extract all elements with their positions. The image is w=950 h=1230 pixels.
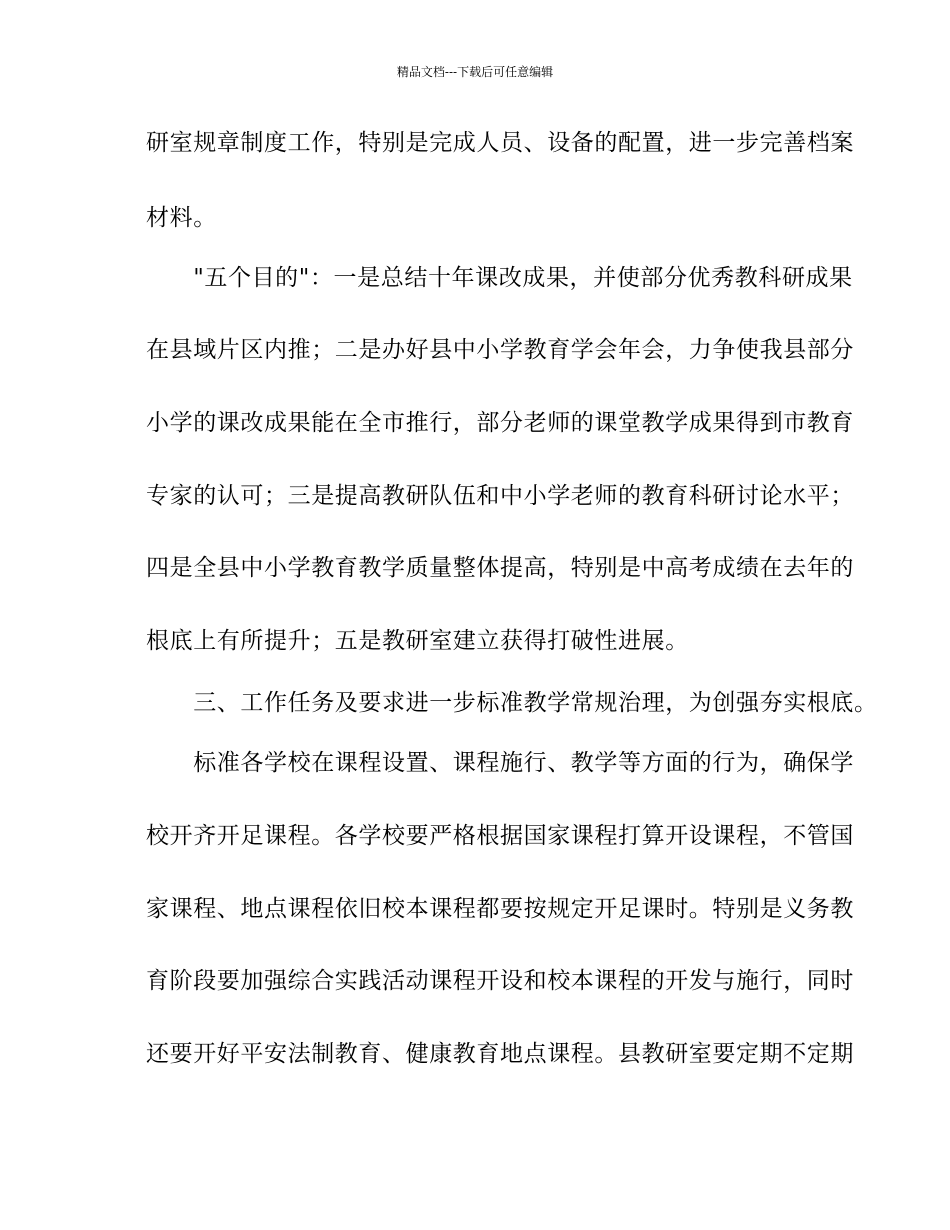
- body-line-10: 标准各学校在课程设置、课程施行、教学等方面的行为，确保学: [146, 750, 854, 776]
- body-line-8: 根底上有所提升；五是教研室建立获得打破性进展。: [146, 628, 689, 654]
- body-line-11: 校开齐开足课程。各学校要严格根据国家课程打算开设课程，不管国: [146, 823, 854, 849]
- body-line-1: 研室规章制度工作，特别是完成人员、设备的配置，进一步完善档案: [146, 130, 854, 156]
- body-line-5: 小学的课改成果能在全市推行，部分老师的课堂教学成果得到市教育: [146, 410, 854, 436]
- body-line-9: 三、工作任务及要求进一步标准教学常规治理，为创强夯实根底。: [146, 690, 878, 716]
- page-header: 精品文档---下载后可任意编辑: [396, 65, 554, 79]
- body-line-4: 在县域片区内推；二是办好县中小学教育学会年会，力争使我县部分: [146, 337, 854, 363]
- body-line-7: 四是全县中小学教育教学质量整体提高，特别是中高考成绩在去年的: [146, 555, 854, 581]
- body-line-12: 家课程、地点课程依旧校本课程都要按规定开足课时。特别是义务教: [146, 896, 854, 922]
- body-line-14: 还要开好平安法制教育、健康教育地点课程。县教研室要定期不定期: [146, 1041, 854, 1067]
- body-line-2: 材料。: [146, 205, 217, 231]
- body-line-13: 育阶段要加强综合实践活动课程开设和校本课程的开发与施行，同时: [146, 968, 854, 994]
- body-line-3: "五个目的"：一是总结十年课改成果，并使部分优秀教科研成果: [146, 265, 853, 291]
- body-line-6: 专家的认可；三是提高教研队伍和中小学老师的教育科研讨论水平；: [146, 483, 854, 509]
